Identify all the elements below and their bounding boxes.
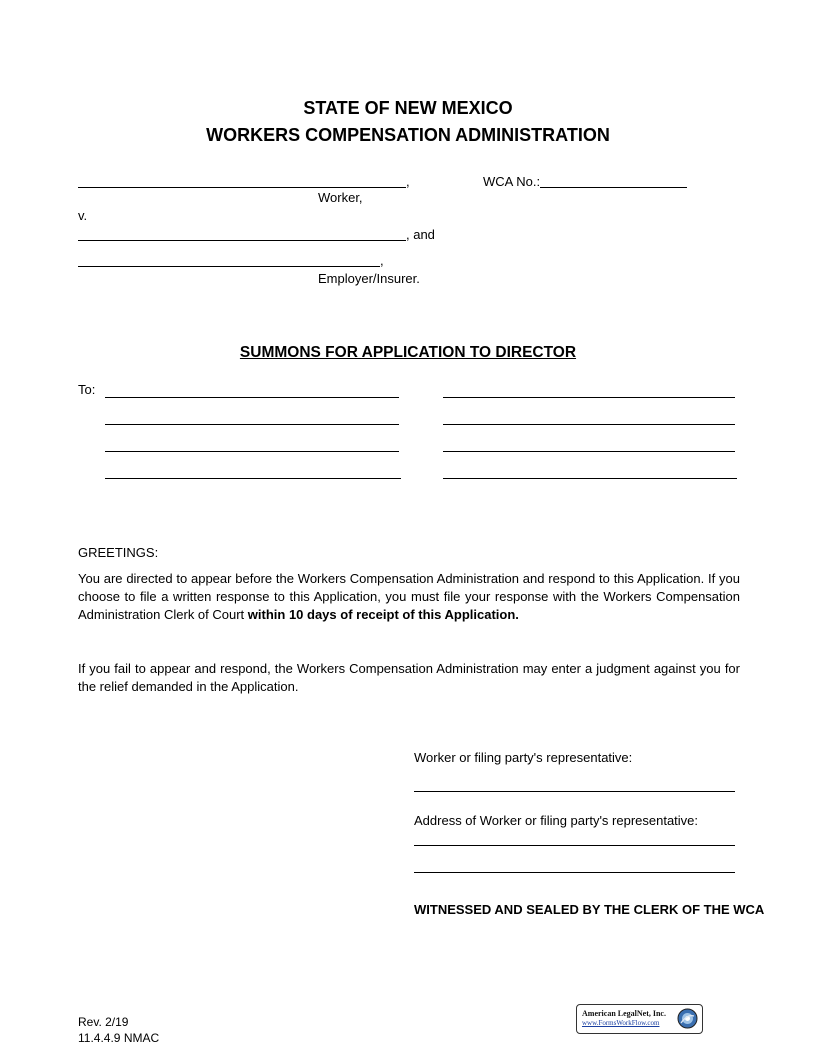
form-title-state: STATE OF NEW MEXICO: [303, 98, 513, 118]
witness-statement: WITNESSED AND SEALED BY THE CLERK OF THE WCA: [414, 902, 765, 917]
default-judgment-paragraph: If you fail to appear and respond, the Workers Compensation Administration may enter a judgment against you for the relief demanded in the Application.: [78, 661, 740, 694]
employer-name-line[interactable]: [78, 240, 406, 241]
to-left-line-4[interactable]: [105, 478, 401, 479]
representative-signature-line[interactable]: [414, 791, 735, 792]
worker-comma: ,: [406, 174, 410, 189]
to-right-line-4[interactable]: [443, 478, 737, 479]
worker-label: Worker,: [318, 190, 363, 205]
revision-label: Rev. 2/19: [78, 1015, 129, 1029]
to-right-line-2[interactable]: [443, 424, 735, 425]
logo-url[interactable]: www.FormsWorkFlow.com: [582, 1019, 660, 1027]
nmac-reference: 11.4.4.9 NMAC: [78, 1031, 160, 1045]
to-left-line-2[interactable]: [105, 424, 399, 425]
greetings-label: GREETINGS:: [78, 545, 159, 560]
to-left-line-3[interactable]: [105, 451, 399, 452]
representative-label: Worker or filing party's representative:: [414, 750, 633, 765]
to-right-line-3[interactable]: [443, 451, 735, 452]
wca-number-line[interactable]: [540, 187, 687, 188]
to-label: To:: [78, 382, 96, 397]
insurer-comma: ,: [380, 253, 384, 268]
globe-icon: [677, 1008, 698, 1029]
to-right-line-1[interactable]: [443, 397, 735, 398]
directive-paragraph: [78, 570, 740, 624]
versus-label: v.: [78, 208, 88, 223]
to-left-line-1[interactable]: [105, 397, 399, 398]
summons-title: SUMMONS FOR APPLICATION TO DIRECTOR: [239, 344, 577, 361]
form-title-agency: WORKERS COMPENSATION ADMINISTRATION: [206, 125, 610, 145]
address-label: Address of Worker or filing party's representative:: [414, 813, 699, 828]
wca-number-label: WCA No.:: [483, 174, 541, 189]
and-label: , and: [406, 227, 435, 242]
logo-company-name: American LegalNet, Inc.: [582, 1009, 666, 1018]
employer-insurer-label: Employer/Insurer.: [318, 271, 420, 286]
insurer-name-line[interactable]: [78, 266, 380, 267]
deadline-text: within 10 days of receipt of this Application.: [247, 607, 519, 622]
worker-name-line[interactable]: [78, 187, 406, 188]
directive-text: You are directed to appear before the Workers Compensation Administration and respond to this Application. If you choose to file a written response to this Application, you must file your response with the Workers Compensation Administration Clerk of Court: [78, 571, 740, 622]
address-line-1[interactable]: [414, 845, 735, 846]
american-legalnet-logo[interactable]: [576, 1004, 703, 1034]
address-line-2[interactable]: [414, 872, 735, 873]
